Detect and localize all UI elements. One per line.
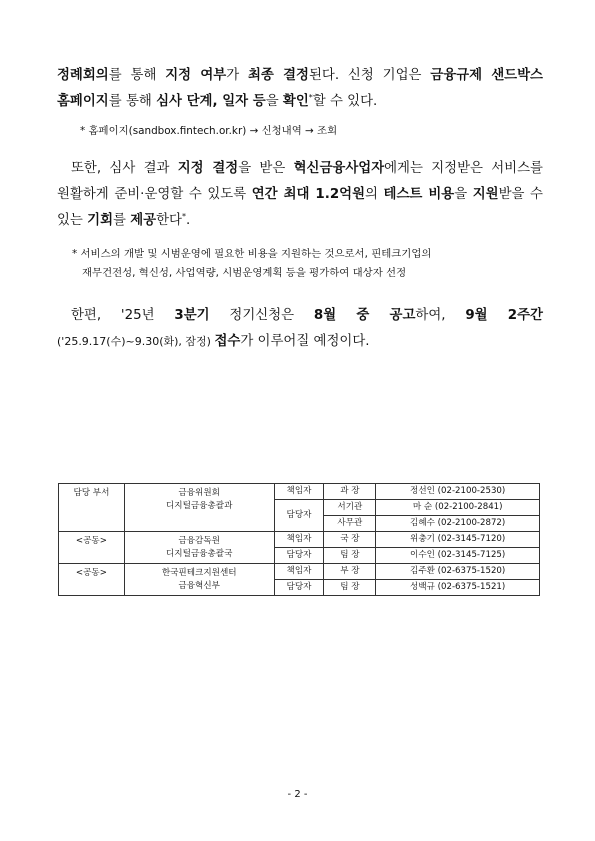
person-contact: 마 순 (02-2100-2841) [376,500,540,516]
org-cell: 한국핀테크지원센터 금융혁신부 [124,564,274,596]
person-title: 서기관 [324,500,376,516]
person-title: 팀 장 [324,548,376,564]
footnote-support-criteria: * 서비스의 개발 및 시범운영에 필요한 비용을 지원하는 것으로서, 핀테크기업의 재무건전성, 혁신성, 사업역량, 시범운영계획 등을 평가하여 대상자 선정 [72,248,432,279]
table-row [59,532,540,548]
dept-header: 담당 부서 [59,484,125,532]
text-regular-meeting: 정례회의 [57,68,109,83]
table-row [59,484,540,500]
person-contact: 김주환 (02-6375-1520) [376,564,540,580]
role-staff: 담당자 [274,580,324,596]
role-head: 책임자 [274,532,324,548]
person-title: 국 장 [324,532,376,548]
person-title: 과 장 [324,484,376,500]
role-staff: 담당자 [274,548,324,564]
paragraph-q3-schedule: 한편, '25년 3분기 정기신청은 8월 중 공고하여, 9월 2주간('25.9.17(수)~9.30(화), 잠정) 접수가 이루어질 예정이다. [57,308,543,349]
role-head: 책임자 [274,564,324,580]
table-row [59,564,540,580]
role-staff: 담당자 [274,500,324,532]
paragraph-review-result: 정례회의를 통해 지정 여부가 최종 결정된다. 신청 기업은 금융규제 샌드박스 홈페이지를 통해 심사 단계, 일자 등을 확인*할 수 있다. [57,68,543,109]
role-head: 책임자 [274,484,324,500]
dept-label: <공동> [59,564,125,596]
footnote-homepage-path: * 홈페이지(sandbox.fintech.or.kr) → 신청내역 → 조회 [80,125,338,137]
person-contact: 위충기 (02-3145-7120) [376,532,540,548]
dept-label: <공동> [59,532,125,564]
person-title: 팀 장 [324,580,376,596]
person-title: 사무관 [324,516,376,532]
page-number: - 2 - [287,789,308,800]
person-title: 부 장 [324,564,376,580]
contact-table [58,483,540,596]
org-cell: 금융감독원 디지털금융총괄국 [124,532,274,564]
org-cell: 금융위원회 디지털금융총괄과 [124,484,274,532]
person-contact: 성백규 (02-6375-1521) [376,580,540,596]
person-contact: 이수인 (02-3145-7125) [376,548,540,564]
person-contact: 정선인 (02-2100-2530) [376,484,540,500]
person-contact: 김혜수 (02-2100-2872) [376,516,540,532]
paragraph-test-cost-support: 또한, 심사 결과 지정 결정을 받은 혁신금융사업자에게는 지정받은 서비스를 원활하게 준비·운영할 수 있도록 연간 최대 1.2억원의 테스트 비용을 지원받을 수 있는 기회를 제공한다*. [57,161,543,228]
